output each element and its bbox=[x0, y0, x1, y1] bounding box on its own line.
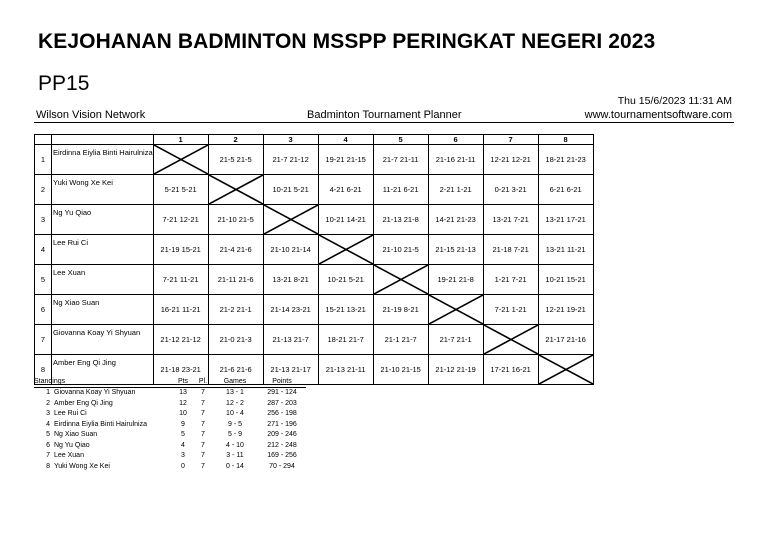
match-score: 18-21 21-7 bbox=[318, 325, 373, 355]
match-score: 21-18 23-21 bbox=[153, 355, 208, 385]
info-bar bbox=[34, 108, 734, 123]
match-score: 16-21 11-21 bbox=[153, 295, 208, 325]
match-score: 21-7 21-1 bbox=[428, 325, 483, 355]
self-match-cell bbox=[538, 355, 593, 385]
grid-row bbox=[35, 235, 594, 265]
match-score: 10-21 15-21 bbox=[538, 265, 593, 295]
grid-row bbox=[35, 175, 594, 205]
standing-played: 7 bbox=[201, 441, 205, 449]
grid-row bbox=[35, 145, 594, 175]
match-score: 15-21 13-21 bbox=[318, 295, 373, 325]
match-score: 13-21 17-21 bbox=[538, 205, 593, 235]
standing-rank: 5 bbox=[46, 431, 50, 439]
standing-games: 10 - 4 bbox=[226, 410, 244, 418]
self-match-cell bbox=[153, 145, 208, 175]
match-score: 21-19 8-21 bbox=[373, 295, 428, 325]
match-score: 13-21 11-21 bbox=[538, 235, 593, 265]
standing-player: Lee Xuan bbox=[54, 452, 84, 460]
standing-games: 9 - 5 bbox=[227, 420, 242, 428]
match-score: 21-7 21-11 bbox=[373, 145, 428, 175]
standing-points: 256 - 198 bbox=[267, 410, 297, 418]
self-match-cell bbox=[263, 205, 318, 235]
standing-rank: 6 bbox=[46, 441, 50, 449]
match-score: 21-12 21-19 bbox=[428, 355, 483, 385]
cross-mark bbox=[319, 235, 373, 264]
standing-player: Ng Xiao Suan bbox=[54, 431, 98, 439]
cross-mark bbox=[539, 355, 593, 384]
self-match-cell bbox=[318, 235, 373, 265]
standing-pts: 12 bbox=[179, 399, 187, 407]
match-score: 13-21 7-21 bbox=[483, 205, 538, 235]
seed-number: 6 bbox=[35, 295, 52, 325]
standing-games: 13 - 1 bbox=[226, 389, 244, 397]
standings-row bbox=[34, 461, 306, 472]
self-match-cell bbox=[208, 175, 263, 205]
self-match-cell bbox=[428, 295, 483, 325]
column-header: 3 bbox=[263, 135, 318, 145]
standing-points: 287 - 203 bbox=[267, 399, 297, 407]
match-score: 18-21 21-23 bbox=[538, 145, 593, 175]
column-header: 8 bbox=[538, 135, 593, 145]
pts-header: Pts bbox=[172, 376, 194, 387]
standing-games: 0 - 14 bbox=[226, 462, 244, 470]
player-name: Yuki Wong Xe Kei bbox=[52, 175, 154, 205]
standing-points: 70 - 294 bbox=[269, 462, 295, 470]
match-score: 21-7 21-12 bbox=[263, 145, 318, 175]
match-score: 21-19 15-21 bbox=[153, 235, 208, 265]
standing-player: Lee Rui Ci bbox=[54, 410, 87, 418]
standing-games: 12 - 2 bbox=[226, 399, 244, 407]
match-score: 12-21 19-21 bbox=[538, 295, 593, 325]
standing-points: 209 - 246 bbox=[267, 431, 297, 439]
standing-played: 7 bbox=[201, 462, 205, 470]
standing-played: 7 bbox=[201, 452, 205, 460]
standing-points: 271 - 196 bbox=[267, 420, 297, 428]
standings-row bbox=[34, 409, 306, 420]
standing-pts: 3 bbox=[181, 452, 185, 460]
seed-number: 1 bbox=[35, 145, 52, 175]
match-score: 21-10 21-5 bbox=[373, 235, 428, 265]
player-name: Giovanna Koay Yi Shyuan bbox=[52, 325, 154, 355]
match-score: 0-21 3-21 bbox=[483, 175, 538, 205]
grid-corner-cell bbox=[52, 135, 154, 145]
standing-player: Giovanna Koay Yi Shyuan bbox=[54, 389, 136, 397]
match-score: 21-13 21-8 bbox=[373, 205, 428, 235]
player-name: Lee Xuan bbox=[52, 265, 154, 295]
standing-rank: 4 bbox=[46, 420, 50, 428]
match-score: 5-21 5-21 bbox=[153, 175, 208, 205]
grid-row bbox=[35, 325, 594, 355]
standing-points: 169 - 256 bbox=[267, 452, 297, 460]
page-title: KEJOHANAN BADMINTON MSSPP PERINGKAT NEGERI 2023 bbox=[38, 30, 656, 53]
match-score: 7-21 11-21 bbox=[153, 265, 208, 295]
match-score: 21-18 7-21 bbox=[483, 235, 538, 265]
standings-row bbox=[34, 430, 306, 441]
standing-rank: 1 bbox=[46, 389, 50, 397]
standing-pts: 9 bbox=[181, 420, 185, 428]
match-score: 21-5 21-5 bbox=[208, 145, 263, 175]
standing-player: Yuki Wong Xe Kei bbox=[54, 462, 110, 470]
match-score: 2-21 1-21 bbox=[428, 175, 483, 205]
match-score: 21-11 21-6 bbox=[208, 265, 263, 295]
column-header: 1 bbox=[153, 135, 208, 145]
seed-number: 4 bbox=[35, 235, 52, 265]
self-match-cell bbox=[373, 265, 428, 295]
match-score: 7-21 12-21 bbox=[153, 205, 208, 235]
standing-rank: 3 bbox=[46, 410, 50, 418]
cross-mark bbox=[209, 175, 263, 204]
column-header: 6 bbox=[428, 135, 483, 145]
match-score: 21-13 21-7 bbox=[263, 325, 318, 355]
column-header: 7 bbox=[483, 135, 538, 145]
standing-points: 291 - 124 bbox=[267, 389, 297, 397]
grid-row bbox=[35, 295, 594, 325]
standing-pts: 13 bbox=[179, 389, 187, 397]
match-score: 21-17 21-16 bbox=[538, 325, 593, 355]
player-name: Ng Xiao Suan bbox=[52, 295, 154, 325]
match-score: 21-0 21-3 bbox=[208, 325, 263, 355]
standing-games: 4 - 10 bbox=[226, 441, 244, 449]
standings-header-row bbox=[34, 376, 306, 387]
seed-number: 5 bbox=[35, 265, 52, 295]
website-link[interactable]: www.tournamentsoftware.com bbox=[584, 109, 732, 121]
match-score: 21-10 21-5 bbox=[208, 205, 263, 235]
standing-pts: 4 bbox=[181, 441, 185, 449]
standing-player: Amber Eng Qi Jing bbox=[54, 399, 113, 407]
match-score: 11-21 6-21 bbox=[373, 175, 428, 205]
match-score: 1-21 7-21 bbox=[483, 265, 538, 295]
standings-heading: Standings bbox=[34, 376, 172, 387]
match-score: 21-12 21-12 bbox=[153, 325, 208, 355]
column-header: 5 bbox=[373, 135, 428, 145]
software-name: Badminton Tournament Planner bbox=[307, 109, 462, 121]
standing-played: 7 bbox=[201, 389, 205, 397]
match-score: 21-10 21-15 bbox=[373, 355, 428, 385]
player-name: Lee Rui Ci bbox=[52, 235, 154, 265]
match-score: 10-21 5-21 bbox=[318, 265, 373, 295]
match-score: 10-21 5-21 bbox=[263, 175, 318, 205]
seed-number: 8 bbox=[35, 355, 52, 385]
standing-played: 7 bbox=[201, 410, 205, 418]
player-name: Eirdinna Eiylia Binti Hairulniza bbox=[52, 145, 154, 175]
standing-pts: 5 bbox=[181, 431, 185, 439]
grid-header-row bbox=[35, 135, 594, 145]
match-score: 19-21 21-15 bbox=[318, 145, 373, 175]
match-score: 21-4 21-6 bbox=[208, 235, 263, 265]
column-header: 4 bbox=[318, 135, 373, 145]
standing-played: 7 bbox=[201, 399, 205, 407]
points-header: Points bbox=[258, 376, 306, 387]
print-datetime: Thu 15/6/2023 11:31 AM bbox=[617, 95, 732, 107]
match-score: 21-13 21-17 bbox=[263, 355, 318, 385]
standing-player: Eirdinna Eiylia Binti Hairulniza bbox=[54, 420, 147, 428]
standing-rank: 2 bbox=[46, 399, 50, 407]
seed-number: 7 bbox=[35, 325, 52, 355]
standing-pts: 0 bbox=[181, 462, 185, 470]
match-score: 21-2 21-1 bbox=[208, 295, 263, 325]
player-name: Amber Eng Qi Jing bbox=[52, 355, 154, 385]
match-score: 14-21 21-23 bbox=[428, 205, 483, 235]
seed-number: 3 bbox=[35, 205, 52, 235]
match-score: 4-21 6-21 bbox=[318, 175, 373, 205]
standings-row bbox=[34, 419, 306, 430]
games-header: Games bbox=[212, 376, 258, 387]
grid-row bbox=[35, 265, 594, 295]
match-score: 21-13 21-11 bbox=[318, 355, 373, 385]
standings-table bbox=[34, 376, 306, 472]
match-score: 12-21 12-21 bbox=[483, 145, 538, 175]
match-score: 6-21 6-21 bbox=[538, 175, 593, 205]
organizer-name: Wilson Vision Network bbox=[36, 109, 146, 121]
standings-row bbox=[34, 398, 306, 409]
standings-row bbox=[34, 387, 306, 398]
match-score: 21-6 21-6 bbox=[208, 355, 263, 385]
grid-row bbox=[35, 205, 594, 235]
self-match-cell bbox=[483, 325, 538, 355]
player-name: Ng Yu Qiao bbox=[52, 205, 154, 235]
cross-mark bbox=[264, 205, 318, 234]
grid-corner-cell bbox=[35, 135, 52, 145]
results-grid bbox=[34, 134, 594, 385]
match-score: 21-1 21-7 bbox=[373, 325, 428, 355]
standing-pts: 10 bbox=[179, 410, 187, 418]
match-score: 21-14 23-21 bbox=[263, 295, 318, 325]
match-score: 13-21 8-21 bbox=[263, 265, 318, 295]
standing-games: 5 - 9 bbox=[227, 431, 242, 439]
standing-rank: 7 bbox=[46, 452, 50, 460]
standing-player: Ng Yu Qiao bbox=[54, 441, 90, 449]
seed-number: 2 bbox=[35, 175, 52, 205]
column-header: 2 bbox=[208, 135, 263, 145]
match-score: 17-21 16-21 bbox=[483, 355, 538, 385]
cross-mark bbox=[429, 295, 483, 324]
cross-mark bbox=[374, 265, 428, 294]
standing-rank: 8 bbox=[46, 462, 50, 470]
standings-row bbox=[34, 440, 306, 451]
match-score: 19-21 21-8 bbox=[428, 265, 483, 295]
event-name: PP15 bbox=[38, 72, 90, 95]
cross-mark bbox=[484, 325, 538, 354]
match-score: 10-21 14-21 bbox=[318, 205, 373, 235]
match-score: 21-16 21-11 bbox=[428, 145, 483, 175]
standing-points: 212 - 248 bbox=[267, 441, 297, 449]
standing-games: 3 - 11 bbox=[226, 452, 244, 460]
cross-mark bbox=[154, 145, 208, 174]
standings-row bbox=[34, 451, 306, 462]
standing-played: 7 bbox=[201, 420, 205, 428]
pl-header: Pl. bbox=[194, 376, 212, 387]
match-score: 21-15 21-13 bbox=[428, 235, 483, 265]
standing-played: 7 bbox=[201, 431, 205, 439]
match-score: 21-10 21-14 bbox=[263, 235, 318, 265]
match-score: 7-21 1-21 bbox=[483, 295, 538, 325]
